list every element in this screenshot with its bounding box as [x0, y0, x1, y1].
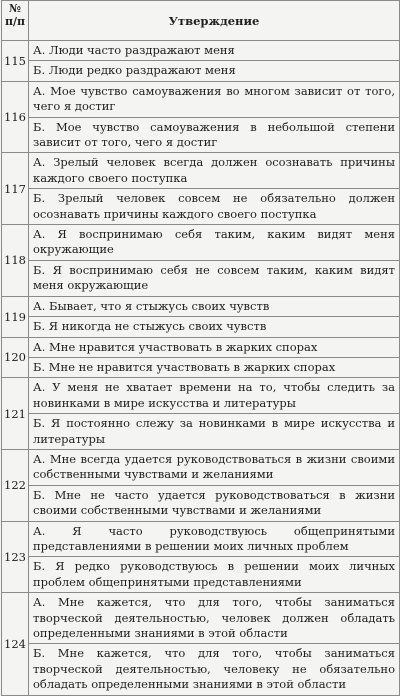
option-b: Б. Я воспринимаю себя не совсем таким, каким видят меня окружающие — [29, 260, 400, 296]
table-row — [2, 644, 400, 695]
item-number: 115 — [2, 41, 29, 82]
item-number: 121 — [2, 378, 29, 450]
table-row — [2, 378, 400, 414]
table-row — [2, 260, 400, 296]
table-row — [2, 189, 400, 225]
option-a: А. Бывает, что я стыжусь своих чувств — [29, 296, 400, 316]
item-number: 118 — [2, 225, 29, 297]
item-number: 124 — [2, 593, 29, 695]
option-a: А. У меня не хватает времени на то, чтобы следить за новинками в мире искусства и литературы — [29, 378, 400, 414]
number-column-header: № п/п — [2, 1, 29, 41]
option-b: Б. Я никогда не стыжусь своих чувств — [29, 317, 400, 337]
option-a: А. Мое чувство самоуважения во многом зависит от того, чего я достиг — [29, 81, 400, 117]
option-a: А. Я воспринимаю себя таким, каким видят меня окружающие — [29, 225, 400, 261]
option-a: А. Мне всегда удается руководствоваться в жизни своими собственными чувствами и желаниями — [29, 449, 400, 485]
table-row — [2, 521, 400, 557]
option-b: Б. Мне кажется, что для того, чтобы заниматься творческой деятельностью, человеку не обязательно обладать определенными знаниями в этой области — [29, 644, 400, 695]
table-row — [2, 557, 400, 593]
table-row — [2, 225, 400, 261]
table-row — [2, 317, 400, 337]
option-b: Б. Зрелый человек совсем не обязательно должен осознавать причины каждого своего поступка — [29, 189, 400, 225]
item-number: 122 — [2, 449, 29, 521]
table-row — [2, 81, 400, 117]
option-b: Б. Мое чувство самоуважения в небольшой степени зависит от того, чего я достиг — [29, 117, 400, 153]
table-row — [2, 485, 400, 521]
option-b: Б. Мне не часто удается руководствоваться в жизни своими собственными чувствами и желаниями — [29, 485, 400, 521]
option-b: Б. Люди редко раздражают меня — [29, 61, 400, 81]
table-row — [2, 593, 400, 644]
table-row — [2, 337, 400, 357]
option-b: Б. Мне не нравится участвовать в жарких спорах — [29, 357, 400, 377]
table-row — [2, 153, 400, 189]
table-row — [2, 41, 400, 61]
statement-column-header: Утверждение — [29, 1, 400, 41]
table-row — [2, 61, 400, 81]
item-number: 120 — [2, 337, 29, 378]
item-number: 119 — [2, 296, 29, 337]
option-a: А. Я часто руководствуюсь общепринятыми представлениями в решении моих личных проблем — [29, 521, 400, 557]
item-number: 116 — [2, 81, 29, 153]
option-b: Б. Я постоянно слежу за новинками в мире искусства и литературы — [29, 414, 400, 450]
option-a: А. Мне кажется, что для того, чтобы заниматься творческой деятельностью, человек должен обладать определенными знаниями в этой области — [29, 593, 400, 644]
table-header-row — [2, 1, 400, 41]
option-b: Б. Я редко руководствуюсь в решении моих личных проблем общепринятыми представлениями — [29, 557, 400, 593]
option-a: А. Люди часто раздражают меня — [29, 41, 400, 61]
table-row — [2, 449, 400, 485]
table-row — [2, 357, 400, 377]
table-row — [2, 117, 400, 153]
option-a: А. Мне нравится участвовать в жарких спорах — [29, 337, 400, 357]
table-row — [2, 414, 400, 450]
item-number: 123 — [2, 521, 29, 593]
table-row — [2, 296, 400, 316]
questionnaire-table — [1, 0, 400, 696]
item-number: 117 — [2, 153, 29, 225]
option-a: А. Зрелый человек всегда должен осознавать причины каждого своего поступка — [29, 153, 400, 189]
